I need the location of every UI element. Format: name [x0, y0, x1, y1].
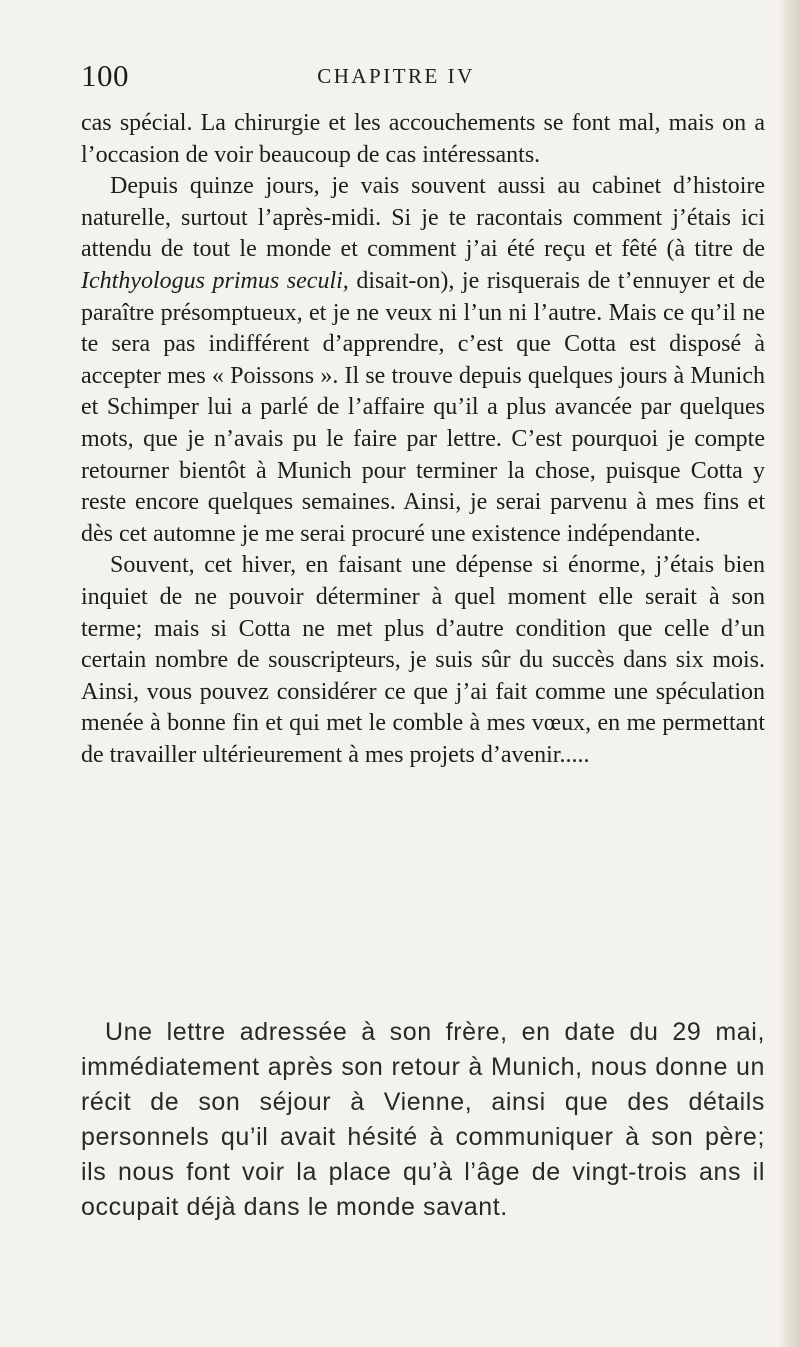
- narrative-paragraph-1: Une lettre adressée à son frère, en date du 29 mai, immédiatement après son retour à Munich, nous donne un récit de son séjour à Vienne, ainsi que des détails personnels qu’il avait hésité à communiquer à son père; ils nous font voir la place qu’à l’âge de vingt-trois ans il occupait déjà dans le monde savant.: [81, 1018, 765, 1221]
- page-edge-shadow: [778, 0, 800, 1347]
- narrative-text: [81, 1015, 765, 1225]
- page-header: [81, 58, 711, 98]
- letter-paragraph-2-rest: disait-on), je risquerais de t’ennuyer et de paraître présomptueux, et je ne veux ni l’un ni l’autre. Mais ce qu’il ne te sera pas indifférent d’apprendre, c’est que Cotta est disposé à accepter mes « Poissons ». Il se trouve depuis quelques jours à Munich et Schimper lui a parlé de l’affaire qu’il a plus avancée par quelques mots, que je n’avais pu le faire par lettre. C’est pourquoi je compte retourner bientôt à Munich pour terminer la chose, puisque Cotta y reste encore quelques semaines. Ainsi, je serai parvenu à mes fins et dès cet automne je me serai procuré une existence indépendante.: [81, 267, 766, 547]
- running-head: CHAPITRE IV: [317, 64, 475, 88]
- letter-paragraph-2: [81, 171, 765, 550]
- letter-excerpt: [81, 108, 765, 771]
- latin-title: Ichthyologus primus seculi,: [81, 267, 349, 294]
- letter-paragraph-2-start: Depuis quinze jours, je vais souvent aussi au cabinet d’histoire naturelle, surtout l’après-midi. Si je te racontais comment j’étais ici attendu de tout le monde et comment j’ai été reçu et fêté (à titre de: [81, 173, 765, 263]
- letter-paragraph-1: cas spécial. La chirurgie et les accouchements se font mal, mais on a l’occasion de voir beaucoup de cas intéressants.: [81, 110, 765, 168]
- letter-paragraph-3: Souvent, cet hiver, en faisant une dépense si énorme, j’étais bien inquiet de ne pouvoir déterminer à quel moment elle serait à son terme; mais si Cotta ne met plus d’autre condition que celle d’un certain nombre de souscripteurs, je suis sûr du succès dans six mois. Ainsi, vous pouvez considérer ce que j’ai fait comme une spéculation menée à bonne fin et qui met le comble à mes vœux, en me permettant de travailler ultérieurement à mes projets d’avenir.....: [81, 552, 765, 768]
- page-number: 100: [81, 58, 129, 93]
